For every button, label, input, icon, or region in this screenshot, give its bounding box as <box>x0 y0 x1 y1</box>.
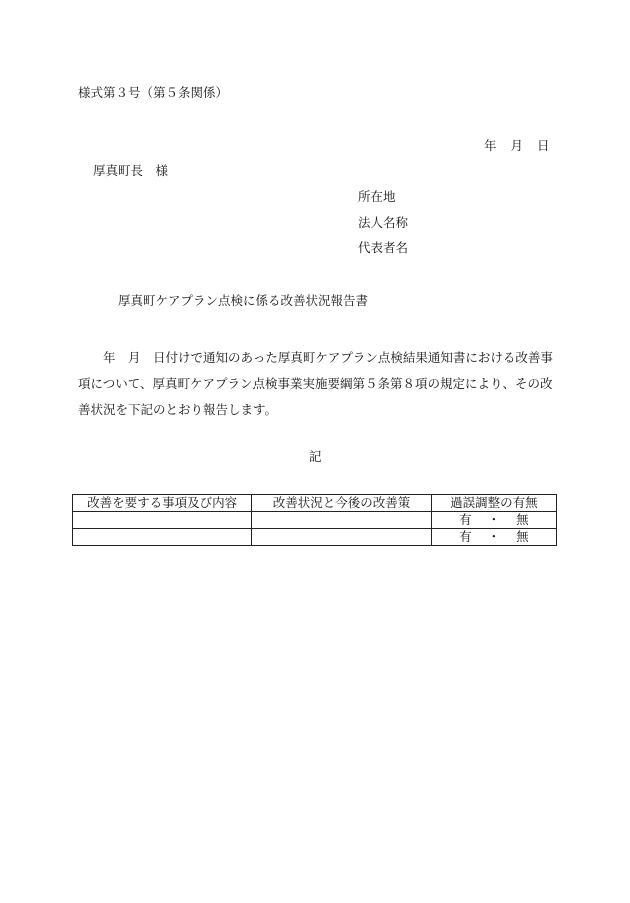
header-improvement-items: 改善を要する事項及び内容 <box>73 495 252 512</box>
date-month-label: 月 <box>510 138 524 153</box>
cell-status[interactable] <box>252 512 431 529</box>
sender-corporation-label: 法人名称 <box>358 214 409 230</box>
separator-dot: ・ <box>487 512 501 527</box>
date-year-label: 年 <box>484 138 497 153</box>
addressee: 厚真町長 様 <box>93 163 169 178</box>
cell-item[interactable] <box>73 529 252 546</box>
sender-block <box>358 189 408 266</box>
option-no[interactable]: 無 <box>516 512 529 527</box>
cell-item[interactable] <box>73 512 252 529</box>
sender-representative-label: 代表者名 <box>358 240 409 255</box>
option-yes[interactable]: 有 <box>459 529 472 544</box>
cell-status[interactable] <box>252 529 431 546</box>
table-row <box>73 512 557 529</box>
table-header-row <box>73 495 557 512</box>
document-title: 厚真町ケアプラン点検に係る改善状況報告書 <box>118 293 369 308</box>
table-row <box>73 529 557 546</box>
ki-heading: 記 <box>309 449 322 464</box>
body-text: 年 月 日付けで通知のあった厚真町ケアプラン点検結果通知書における改善事項について、厚真町ケアプラン点検事業実施要綱第５条第８項の規定により、その改善状況を下記のとおり報告します。 <box>78 350 553 417</box>
date-day-label: 日 <box>537 138 550 153</box>
cell-yes-no[interactable] <box>431 529 556 546</box>
separator-dot: ・ <box>487 529 501 544</box>
header-adjustment: 過誤調整の有無 <box>431 495 556 512</box>
form-number: 様式第３号（第５条関係） <box>78 85 229 100</box>
option-yes[interactable]: 有 <box>459 512 472 527</box>
date-line <box>484 138 550 154</box>
option-no[interactable]: 無 <box>516 529 529 544</box>
report-table <box>72 494 557 546</box>
sender-address-label: 所在地 <box>358 189 396 204</box>
header-improvement-status: 改善状況と今後の改善策 <box>252 495 431 512</box>
cell-yes-no[interactable] <box>431 512 556 529</box>
